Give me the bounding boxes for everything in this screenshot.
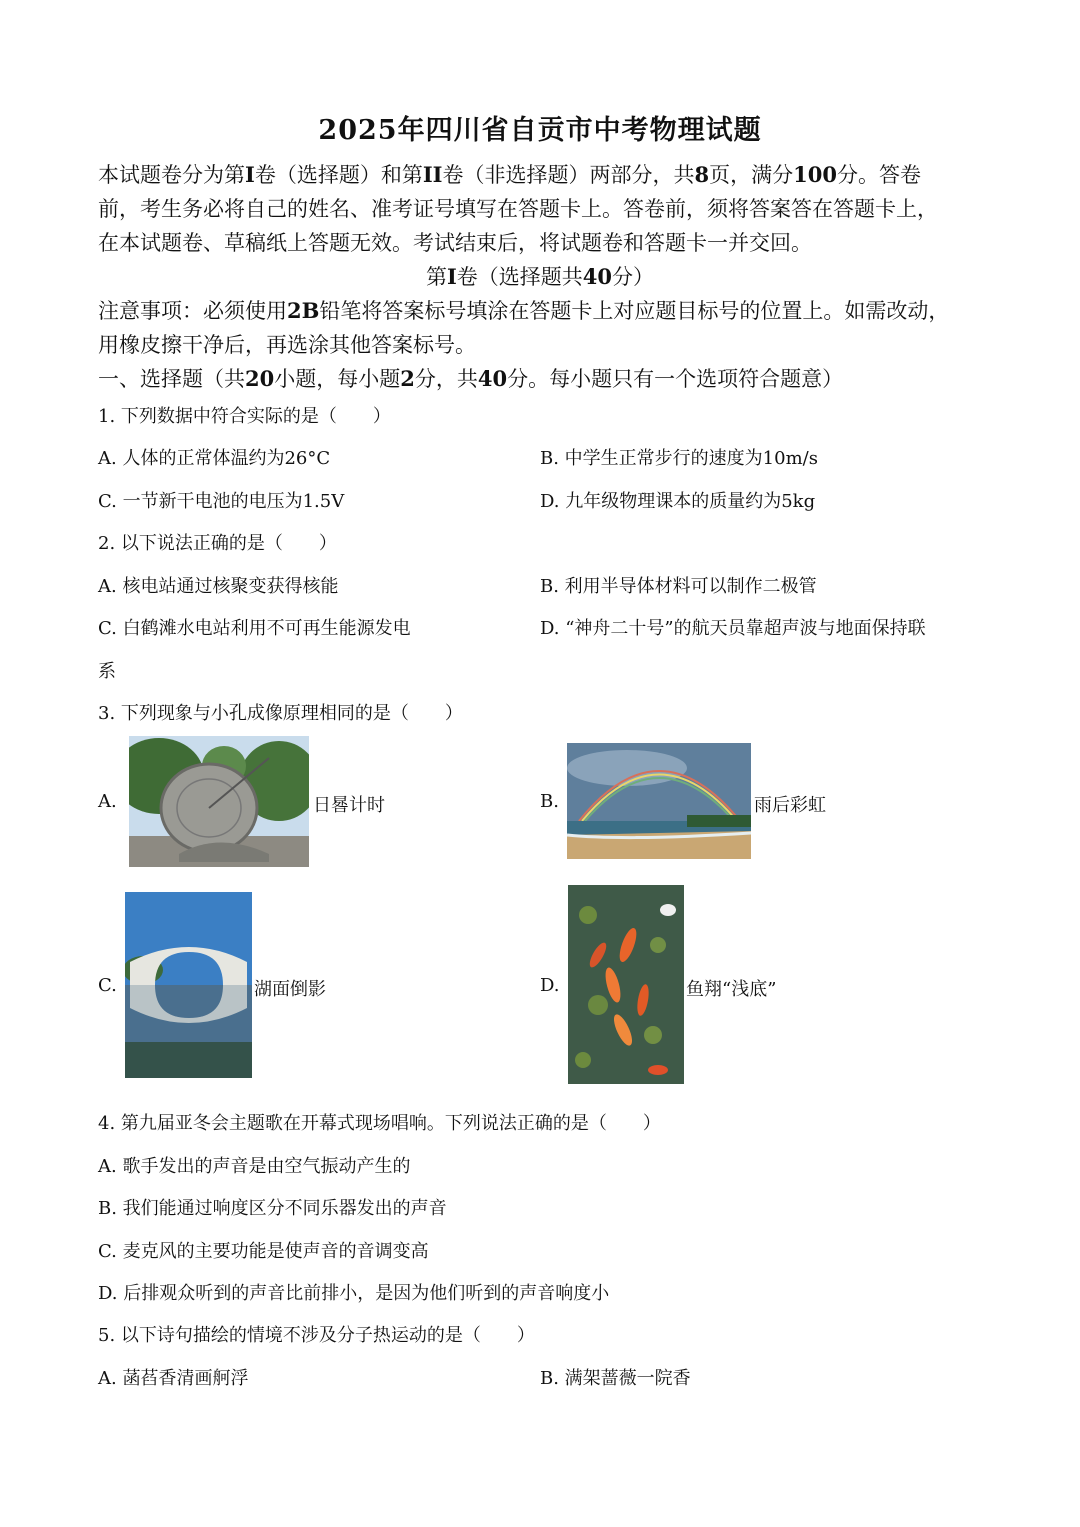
question-2-stem: 2. 以下说法正确的是（ ）	[98, 533, 337, 554]
question-2-option-c: C. 白鹤滩水电站利用不可再生能源发电	[98, 618, 411, 639]
notice-line-1: 注意事项：必须使用2B铅笔将答案标号填涂在答题卡上对应题目标号的位置上。如需改动，	[98, 298, 950, 323]
intro-line-3: 在本试题卷、草稿纸上答题无效。考试结束后，将试题卷和答题卡一并交回。	[98, 231, 812, 255]
question-5-option-b: B. 满架蔷薇一院香	[540, 1368, 691, 1389]
question-2-option-a: A. 核电站通过核聚变获得核能	[98, 576, 339, 597]
question-2-option-b: B. 利用半导体材料可以制作二极管	[540, 576, 817, 597]
question-3-option-a-caption: 日晷计时	[313, 795, 385, 816]
question-4-stem: 4. 第九届亚冬会主题歌在开幕式现场唱响。下列说法正确的是（ ）	[98, 1113, 661, 1134]
question-5-stem: 5. 以下诗句描绘的情境不涉及分子热运动的是（ ）	[98, 1325, 535, 1346]
notice-line-2: 用橡皮擦干净后，再选涂其他答案标号。	[98, 333, 476, 357]
bridge-reflection-photo-icon	[125, 892, 252, 1078]
question-3-option-d-letter: D.	[540, 975, 560, 996]
question-2-option-d: D. “神舟二十号”的航天员靠超声波与地面保持联	[540, 618, 926, 639]
question-3-option-c-caption: 湖面倒影	[254, 979, 326, 1000]
question-3-option-c-letter: C.	[98, 975, 117, 996]
question-4-option-b: B. 我们能通过响度区分不同乐器发出的声音	[98, 1198, 447, 1219]
part-heading: 一、选择题（共20小题，每小题2分，共40分。每小题只有一个选项符合题意）	[98, 366, 844, 391]
question-3-option-d-caption: 鱼翔“浅底”	[686, 979, 777, 1000]
page-title: 2025年四川省自贡市中考物理试题	[318, 115, 762, 146]
question-1-stem: 1. 下列数据中符合实际的是（ ）	[98, 406, 391, 427]
intro-line-2: 前，考生务必将自己的姓名、准考证号填写在答题卡上。答卷前，须将答案答在答题卡上，	[98, 197, 938, 221]
question-4-option-c: C. 麦克风的主要功能是使声音的音调变高	[98, 1241, 429, 1262]
question-1-option-b: B. 中学生正常步行的速度为10m/s	[540, 448, 818, 469]
question-2-option-d-wrap: 系	[98, 661, 116, 682]
question-3-option-a-letter: A.	[98, 791, 117, 812]
question-1-option-a: A. 人体的正常体温约为26°C	[98, 448, 331, 469]
question-3-option-b-letter: B.	[540, 791, 559, 812]
koi-fish-photo-icon	[568, 885, 684, 1084]
sundial-photo-icon	[129, 736, 309, 867]
question-3-option-b-caption: 雨后彩虹	[754, 795, 826, 816]
question-3-stem: 3. 下列现象与小孔成像原理相同的是（ ）	[98, 703, 463, 724]
question-4-option-d: D. 后排观众听到的声音比前排小，是因为他们听到的声音响度小	[98, 1283, 610, 1304]
question-1-option-d: D. 九年级物理课本的质量约为5kg	[540, 491, 816, 512]
volume-heading: 第I卷（选择题共40分）	[425, 264, 655, 289]
question-1-option-c: C. 一节新干电池的电压为1.5V	[98, 491, 345, 512]
rainbow-photo-icon	[567, 743, 751, 859]
question-4-option-a: A. 歌手发出的声音是由空气振动产生的	[98, 1156, 411, 1177]
intro-line-1: 本试题卷分为第I卷（选择题）和第II卷（非选择题）两部分，共8页，满分100分。答卷	[98, 162, 921, 187]
question-5-option-a: A. 菡萏香清画舸浮	[98, 1368, 249, 1389]
